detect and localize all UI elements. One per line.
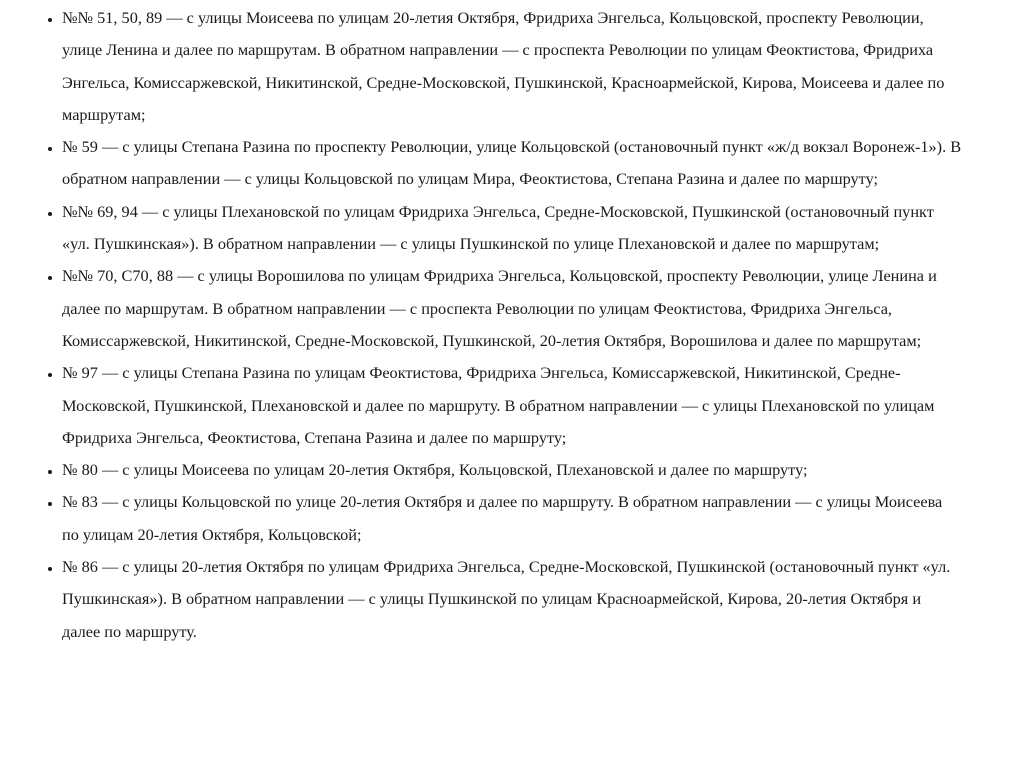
list-item: • №№ 51, 50, 89 — с улицы Моисеева по улицам 20-летия Октября, Фридриха Энгельса, Кольцовской, проспекту Революции, улице Ленина и далее по маршрутам. В обратном направлении — с проспекта Революции по улицам Феоктистова, Фридриха Энгельса, Комиссаржевской, Никитинской, Средне-Московской, Пушкинской, Красноармейской, Кирова, Моисеева и далее по маршрутам;	[62, 2, 962, 131]
list-item: • № 59 — с улицы Степана Разина по проспекту Революции, улице Кольцовской (остановочный пункт «ж/д вокзал Воронеж-1»). В обратном направлении — с улицы Кольцовской по улицам Мира, Феоктистова, Степана Разина и далее по маршруту;	[62, 131, 962, 196]
list-item: • № 86 — с улицы 20-летия Октября по улицам Фридриха Энгельса, Средне-Московской, Пушкинской (остановочный пункт «ул. Пушкинская»). В обратном направлении — с улицы Пушкинской по улицам Красноармейской, Кирова, 20-летия Октября и далее по маршруту.	[62, 551, 962, 648]
list-item: • № 80 — с улицы Моисеева по улицам 20-летия Октября, Кольцовской, Плехановской и далее по маршруту;	[62, 454, 962, 486]
list-item: • № 97 — с улицы Степана Разина по улицам Феоктистова, Фридриха Энгельса, Комиссаржевской, Никитинской, Средне-Московской, Пушкинской, Плехановской и далее по маршруту. В обратном направлении — с улицы Плехановской по улицам Фридриха Энгельса, Феоктистова, Степана Разина и далее по маршруту;	[62, 357, 962, 454]
list-item: • №№ 70, С70, 88 — с улицы Ворошилова по улицам Фридриха Энгельса, Кольцовской, проспекту Революции, улице Ленина и далее по маршрутам. В обратном направлении — с проспекта Революции по улицам Феоктистова, Фридриха Энгельса, Комиссаржевской, Никитинской, Средне-Московской, Пушкинской, 20-летия Октября, Ворошилова и далее по маршрутам;	[62, 260, 962, 357]
list-item: • № 83 — с улицы Кольцовской по улице 20-летия Октября и далее по маршруту. В обратном направлении — с улицы Моисеева по улицам 20-летия Октября, Кольцовской;	[62, 486, 962, 551]
list-item: • №№ 69, 94 — с улицы Плехановской по улицам Фридриха Энгельса, Средне-Московской, Пушкинской (остановочный пункт «ул. Пушкинская»). В обратном направлении — с улицы Пушкинской по улице Плехановской и далее по маршрутам;	[62, 196, 962, 261]
